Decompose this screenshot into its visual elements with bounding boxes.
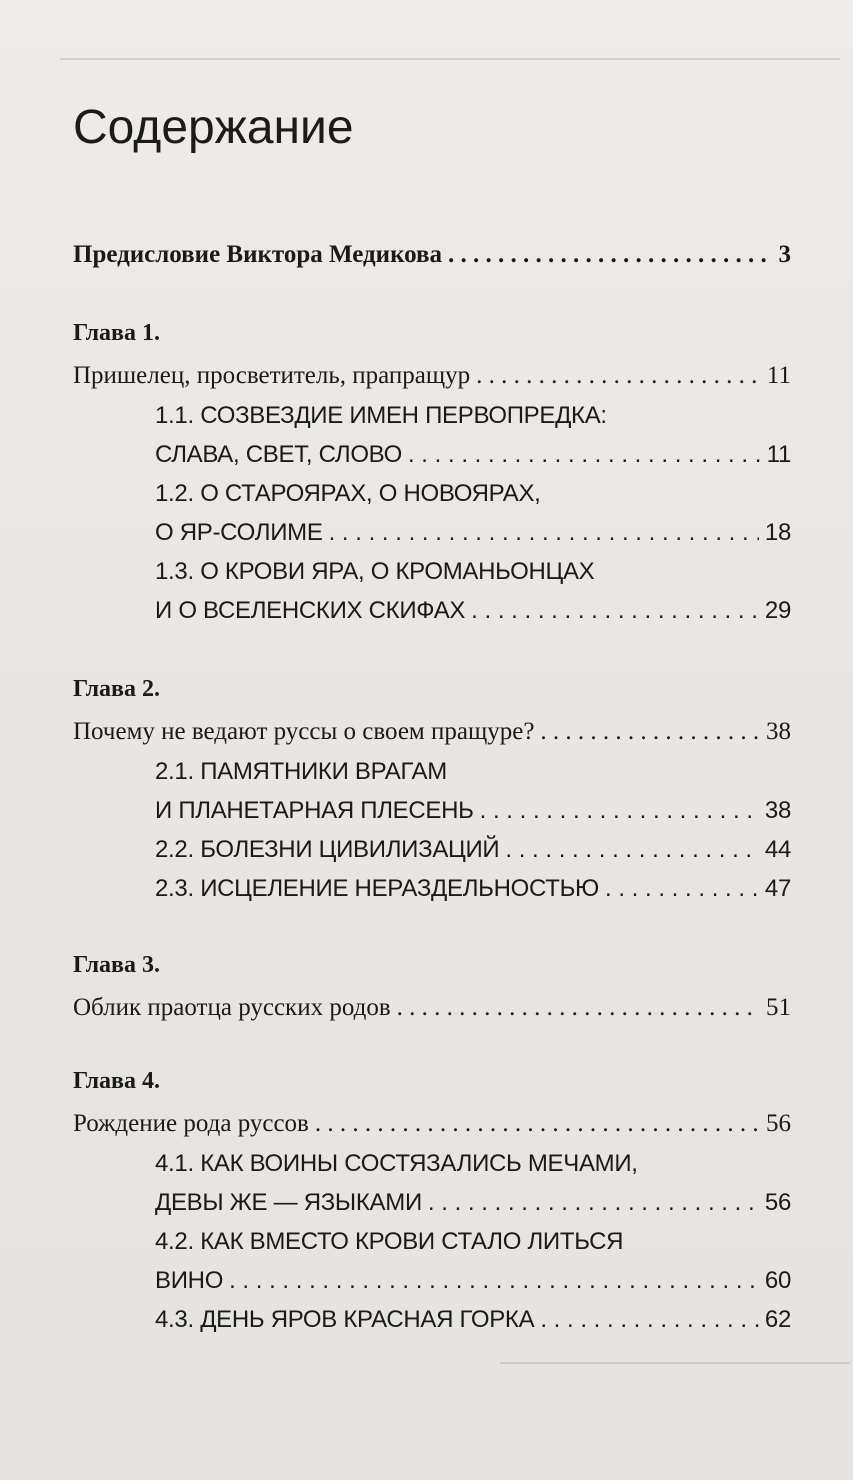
toc-entry-section[interactable] [155, 752, 791, 830]
page-number: 62 [764, 1306, 791, 1333]
page-number: 38 [764, 797, 791, 824]
toc-entry-section[interactable] [155, 474, 791, 552]
page-number: 11 [766, 441, 791, 468]
toc-entry-text: 4.1. КАК ВОИНЫ СОСТЯЗАЛИСЬ МЕЧАМИ, [155, 1150, 638, 1177]
dot-leader [397, 988, 760, 1028]
toc-entry-text: 2.2. БОЛЕЗНИ ЦИВИЛИЗАЦИЙ [155, 836, 500, 863]
chapter-block [73, 1064, 791, 1339]
chapter-heading: Глава 1. [73, 320, 160, 346]
dot-leader [408, 435, 761, 474]
chapter-block [73, 672, 791, 908]
dot-leader [480, 791, 759, 830]
toc-entry-section[interactable] [155, 1222, 791, 1300]
toc-entry-chapter[interactable] [73, 1104, 791, 1144]
page-number: 56 [764, 1189, 791, 1216]
toc-entry-text: Предисловие Виктора Медикова [73, 241, 443, 268]
page-number: 60 [764, 1267, 791, 1294]
page-number: 3 [778, 241, 791, 268]
scan-line [500, 1362, 850, 1364]
page-number: 38 [766, 718, 791, 745]
toc-entry-chapter[interactable] [73, 356, 791, 396]
dot-leader [540, 712, 760, 752]
toc-entry-text: 1.1. СОЗВЕЗДИЕ ИМЕН ПЕРВОПРЕДКА: [155, 402, 607, 429]
chapter-heading: Глава 2. [73, 676, 160, 702]
page-number: 29 [764, 597, 791, 624]
chapter-heading: Глава 3. [73, 952, 160, 978]
toc-entry-text: ДЕВЫ ЖЕ — ЯЗЫКАМИ [155, 1189, 422, 1216]
page-number: 44 [764, 836, 791, 863]
dot-leader [476, 356, 761, 396]
toc-entry-text: И ПЛАНЕТАРНАЯ ПЛЕСЕНЬ [155, 797, 474, 824]
dot-leader [540, 1300, 759, 1339]
dot-leader [315, 1104, 760, 1144]
page-number: 11 [766, 362, 791, 389]
page-title: Содержание [73, 101, 354, 154]
toc-entry-section[interactable] [155, 552, 791, 630]
toc-entry-text: СЛАВА, СВЕТ, СЛОВО [155, 441, 402, 468]
dot-leader [329, 513, 759, 552]
toc-entry-text: Рождение рода руссов [73, 1110, 309, 1137]
dot-leader [505, 830, 759, 869]
toc-entry-text: 2.3. ИСЦЕЛЕНИЕ НЕРАЗДЕЛЬНОСТЬЮ [155, 875, 599, 902]
toc-entry-chapter[interactable] [73, 712, 791, 752]
dot-leader [448, 238, 772, 272]
dot-leader [229, 1261, 759, 1300]
toc-entry-text: О ЯР-СОЛИМЕ [155, 519, 323, 546]
chapter-heading: Глава 4. [73, 1068, 160, 1094]
toc-entry-text: 1.2. О СТАРОЯРАХ, О НОВОЯРАХ, [155, 480, 541, 507]
toc-entry-section[interactable] [155, 1144, 791, 1222]
toc-entry-text: И О ВСЕЛЕНСКИХ СКИФАХ [155, 597, 466, 624]
page-number: 18 [764, 519, 791, 546]
toc-entry-text: ВИНО [155, 1267, 224, 1294]
toc-entry-text: 1.3. О КРОВИ ЯРА, О КРОМАНЬОНЦАХ [155, 558, 595, 585]
toc-entry-text: 4.2. КАК ВМЕСТО КРОВИ СТАЛО ЛИТЬСЯ [155, 1228, 624, 1255]
toc-entry-chapter[interactable] [73, 988, 791, 1028]
scan-line [60, 58, 840, 60]
chapter-block [73, 948, 791, 1028]
dot-leader [605, 869, 759, 908]
page-number: 56 [766, 1110, 791, 1137]
toc-entry-text: Пришелец, просветитель, прапращур [73, 362, 471, 389]
toc-entry-preface[interactable] [73, 238, 791, 272]
toc-entry-section[interactable] [155, 869, 791, 908]
toc-entry-text: 4.3. ДЕНЬ ЯРОВ КРАСНАЯ ГОРКА [155, 1306, 535, 1333]
toc-entry-text: Облик праотца русских родов [73, 994, 391, 1021]
toc-entry-section[interactable] [155, 830, 791, 869]
dot-leader [428, 1183, 759, 1222]
toc-entry-section[interactable] [155, 396, 791, 474]
toc-entry-section[interactable] [155, 1300, 791, 1339]
toc-entry-text: Почему не ведают руссы о своем пращуре? [73, 718, 535, 745]
dot-leader [471, 591, 759, 630]
chapter-block [73, 316, 791, 630]
page-number: 47 [764, 875, 791, 902]
toc-entry-text: 2.1. ПАМЯТНИКИ ВРАГАМ [155, 758, 447, 785]
page-number: 51 [766, 994, 791, 1021]
